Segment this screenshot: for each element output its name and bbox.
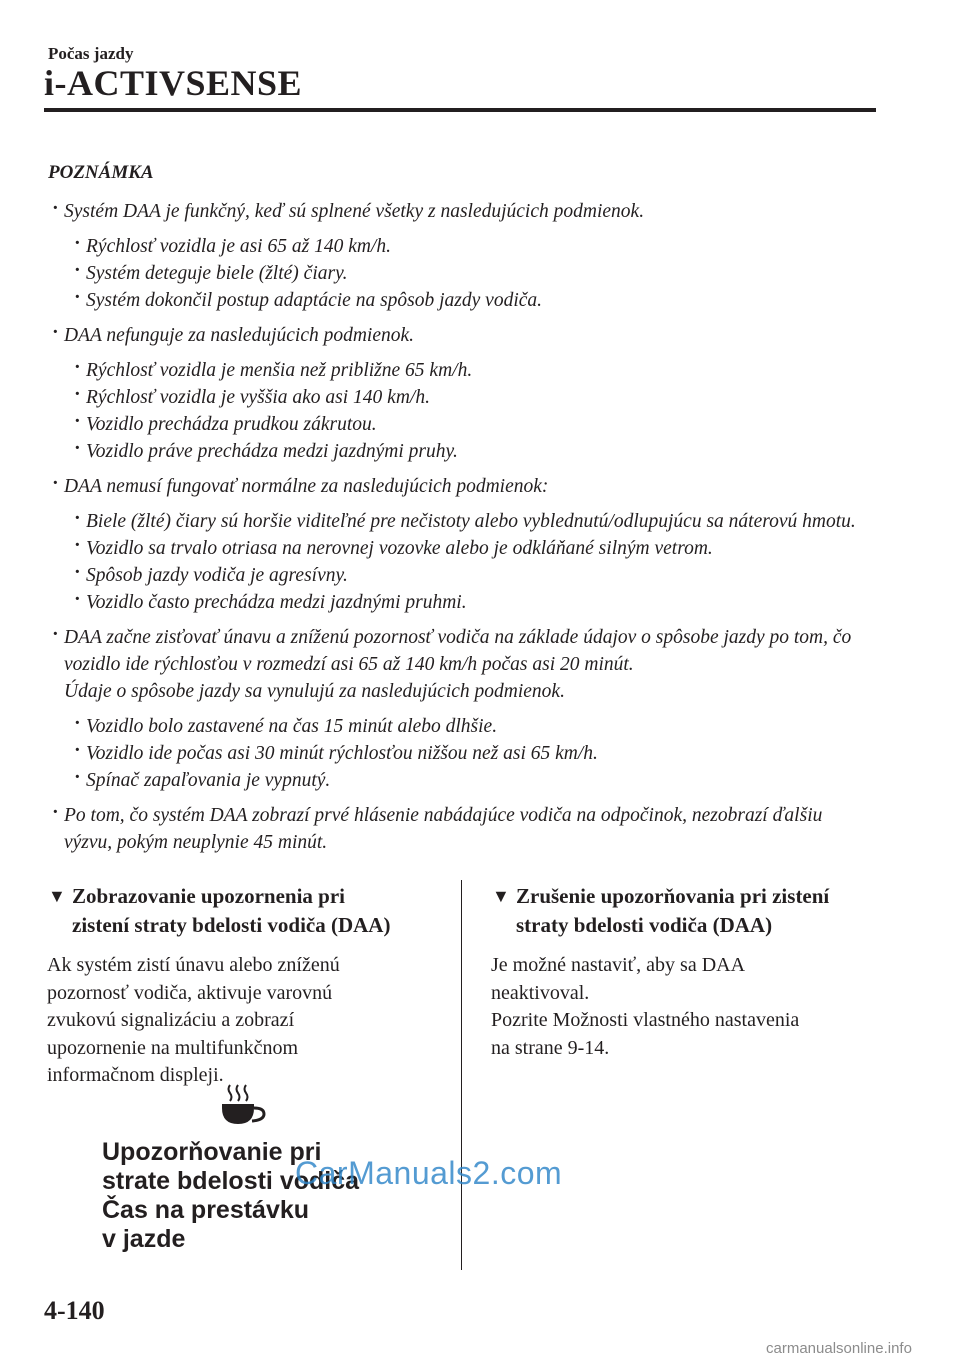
left-body bbox=[47, 952, 447, 1090]
watermark: CarManuals2.com bbox=[295, 1155, 563, 1191]
bullet-item: · DAA nefunguje za nasledujúcich podmienok. bbox=[64, 322, 874, 349]
sub-bullet-item: · Biele (žlté) čiary sú horšie viditeľné pre nečistoty alebo vyblednutú/odlupujúcu sa náterovú hmotu. bbox=[86, 508, 866, 535]
display-line: v jazde bbox=[102, 1225, 186, 1253]
bullet-item: · DAA nemusí fungovať normálne za nasledujúcich podmienok: bbox=[64, 473, 874, 500]
sub-bullet-item: · Rýchlosť vozidla je asi 65 až 140 km/h. bbox=[86, 233, 866, 260]
right-section-heading bbox=[492, 882, 916, 940]
triangle-marker-icon: ▼ bbox=[492, 886, 510, 906]
triangle-marker-icon: ▼ bbox=[48, 886, 66, 906]
sub-bullet-item: · Rýchlosť vozidla je menšia než približne 65 km/h. bbox=[86, 357, 866, 384]
sub-bullet-item: · Rýchlosť vozidla je vyššia ako asi 140 km/h. bbox=[86, 384, 866, 411]
bullet-item: · DAA začne zisťovať únavu a zníženú pozornosť vodiča na základe údajov o spôsobe jazdy po tom, čo vozidlo ide rýchlosťou v rozmedzí asi 65 až 140 km/h počas asi 20 minút. bbox=[64, 624, 874, 678]
section-label: Počas jazdy bbox=[48, 44, 134, 63]
left-section-heading bbox=[48, 882, 462, 940]
left-heading-line-1: Zobrazovanie upozornenia pri bbox=[72, 884, 346, 908]
right-body-line: neaktivoval. bbox=[491, 981, 590, 1004]
sub-bullet-item: · Vozidlo práve prechádza medzi jazdnými pruhy. bbox=[86, 438, 866, 465]
page-number: 4-140 bbox=[44, 1296, 105, 1325]
right-body-line[interactable]: na strane 9-14. bbox=[491, 1036, 610, 1059]
left-body-line: Ak systém zistí únavu alebo zníženú bbox=[47, 954, 340, 976]
left-body-line: upozornenie na multifunkčnom bbox=[47, 1036, 299, 1059]
right-body-line[interactable]: Pozrite Možnosti vlastného nastavenia bbox=[491, 1009, 800, 1031]
sub-bullet-item: · Systém deteguje biele (žlté) čiary. bbox=[86, 260, 866, 287]
sub-bullet-item: · Vozidlo prechádza prudkou zákrutou. bbox=[86, 411, 866, 438]
left-body-line: zvukovú signalizáciu a zobrazí bbox=[47, 1009, 295, 1031]
bullet-item: · Systém DAA je funkčný, keď sú splnené všetky z nasledujúcich podmienok. bbox=[64, 198, 874, 225]
sub-bullet-item: · Vozidlo často prechádza medzi jazdnými pruhmi. bbox=[86, 589, 866, 616]
sub-bullet-item: · Vozidlo bolo zastavené na čas 15 minút alebo dlhšie. bbox=[86, 713, 866, 740]
left-body-line: informačnom displeji. bbox=[47, 1064, 224, 1086]
right-body-line: Je možné nastaviť, aby sa DAA bbox=[491, 954, 746, 976]
bullet-continuation: Údaje o spôsobe jazdy sa vynulujú za nasledujúcich podmienok. bbox=[64, 681, 565, 702]
sub-bullet-item: · Spínač zapaľovania je vypnutý. bbox=[86, 767, 866, 794]
coffee-cup-icon bbox=[218, 1082, 266, 1133]
left-body-line: pozornosť vodiča, aktivuje varovnú bbox=[47, 981, 333, 1004]
chapter-title: i-ACTIVSENSE bbox=[44, 63, 303, 103]
right-heading-line-1: Zrušenie upozorňovania pri zistení bbox=[516, 884, 830, 908]
display-line: strate bdelosti vodiča bbox=[102, 1167, 360, 1195]
sub-bullet-item: · Vozidlo sa trvalo otriasa na nerovnej vozovke alebo je odkláňané silným vetrom. bbox=[86, 535, 866, 562]
right-body bbox=[491, 952, 911, 1062]
sub-bullet-item: · Vozidlo ide počas asi 30 minút rýchlosťou nižšou než asi 65 km/h. bbox=[86, 740, 866, 767]
footer-link[interactable]: carmanualsonline.info bbox=[766, 1340, 912, 1357]
right-heading-line-2: straty bdelosti vodiča (DAA) bbox=[516, 913, 773, 937]
sub-bullet-item: · Spôsob jazdy vodiča je agresívny. bbox=[86, 562, 866, 589]
display-line: Čas na prestávku bbox=[102, 1196, 310, 1224]
sub-bullet-item: · Systém dokončil postup adaptácie na spôsob jazdy vodiča. bbox=[86, 287, 866, 314]
bullet-item: · Po tom, čo systém DAA zobrazí prvé hlásenie nabádajúce vodiča na odpočinok, nezobrazí ďalšiu výzvu, pokým neuplynie 45 minút. bbox=[64, 802, 874, 856]
left-heading-line-2: zistení straty bdelosti vodiča (DAA) bbox=[72, 913, 391, 937]
note-title: POZNÁMKA bbox=[48, 162, 154, 183]
note-list bbox=[0, 198, 960, 856]
display-line: Upozorňovanie pri bbox=[102, 1138, 322, 1166]
header-rule bbox=[44, 108, 876, 112]
